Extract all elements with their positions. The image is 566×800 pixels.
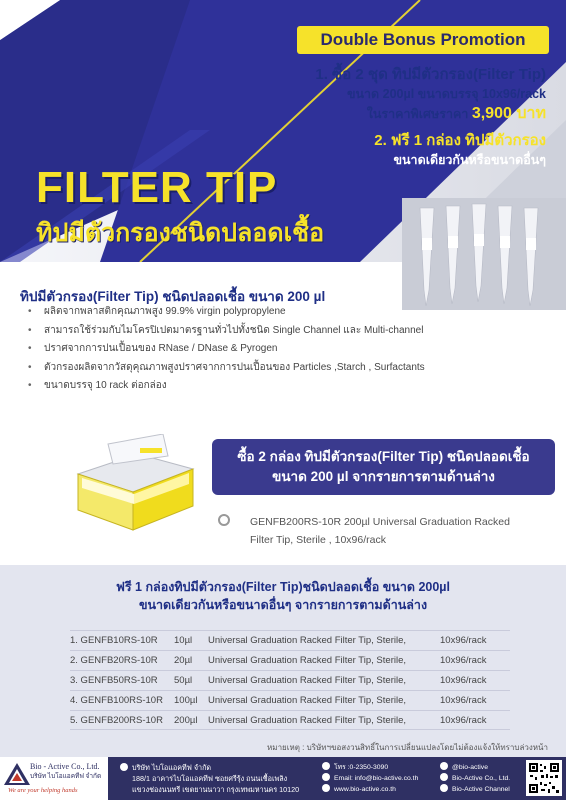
offer1-price: 3,900 บาท (471, 105, 546, 122)
list-item: • ตัวกรองผลิตจากวัสดุคุณภาพสูงปราศจากการปนเปื้อนของ Particles ,Starch , Surfactants (28, 361, 448, 375)
hero-title: FILTER TIP (36, 163, 278, 212)
buy-offer-line2: ขนาด 200 µl จากรายการตามด้านล่าง (272, 469, 495, 484)
line-link[interactable]: @bio-active (452, 764, 488, 771)
facebook-icon (440, 773, 448, 781)
youtube-icon (440, 784, 448, 792)
buy-product-line2: Filter Tip, Sterile , 10x96/rack (250, 534, 386, 546)
free-title-line2: ขนาดเดียวกันหรือขนาดอื่นๆ จากรายการตามด้านล่าง (138, 598, 428, 612)
hero-subtitle: ทิปมีตัวกรองชนิดปลอดเชื้อ (36, 219, 325, 247)
address-line1: 188/1 อาคารไบโอแอคทีฟ ซอยศรีรุ้ง ถนนเชื้อเพลิง (132, 774, 288, 783)
buy-offer-line1: ซื้อ 2 กล่อง ทิปมีตัวกรอง(Filter Tip) ชนิดปลอดเชื้อ (237, 449, 530, 464)
qr-code-icon[interactable] (526, 760, 562, 796)
list-item: • ผลิตจากพลาสติกคุณภาพสูง 99.9% virgin polypropylene (28, 305, 448, 319)
brand-name: Bio - Active Co., Ltd. บริษัท ไบโอแอคทีฟ จำกัด (30, 762, 102, 780)
email-link[interactable]: Email: info@bio-active.co.th (334, 775, 419, 782)
product-desc: Universal Graduation Racked Filter Tip, Sterile, (208, 715, 406, 726)
product-code: 5. GENFB200RS-10R (70, 715, 163, 726)
offer1-price-prefix: ในราคาพิเศษราคา (366, 107, 469, 121)
product-pack: 10x96/rack (440, 655, 487, 666)
offer2-title: 2. ฟรี 1 กล่อง ทิปมีตัวกรอง (374, 132, 546, 149)
product-size: 200µl (174, 715, 198, 726)
footer-address (120, 762, 299, 795)
product-code: 3. GENFB50RS-10R (70, 675, 158, 686)
product-size: 10µl (174, 635, 193, 646)
pin-icon (218, 514, 230, 526)
product-pack: 10x96/rack (440, 695, 487, 706)
buy-offer-box (212, 439, 555, 495)
offer1-title: 1. ซื้อ 2 ชุด ทิปมีตัวกรอง(Filter Tip) (315, 66, 546, 83)
phone-icon (322, 762, 330, 770)
buy-product-ref (228, 513, 510, 549)
email-icon (322, 773, 330, 781)
facebook-link[interactable]: Bio-Active Co., Ltd. (452, 775, 511, 782)
line-icon (440, 762, 448, 770)
table-row (70, 630, 510, 650)
filter-tips-image (402, 198, 566, 310)
offer1-price-row (367, 101, 546, 126)
product-desc: Universal Graduation Racked Filter Tip, Sterile, (208, 635, 406, 646)
list-item: • สามารถใช้ร่วมกับไมโครปิเปตมาตรฐานทั่วไปทั้งชนิด Single Channel และ Multi-channel (28, 324, 448, 338)
product-desc: Universal Graduation Racked Filter Tip, Sterile, (208, 655, 406, 666)
features-title: ทิปมีตัวกรอง(Filter Tip) ชนิดปลอดเชื้อ ขนาด 200 µl (20, 289, 326, 304)
buy-product-line1: GENFB200RS-10R 200µl Universal Graduation Racked (250, 516, 510, 528)
free-title (0, 578, 566, 614)
product-code: 1. GENFB10RS-10R (70, 635, 158, 646)
product-desc: Universal Graduation Racked Filter Tip, Sterile, (208, 695, 406, 706)
product-pack: 10x96/rack (440, 675, 487, 686)
promo-badge: Double Bonus Promotion (297, 26, 549, 54)
table-row (70, 670, 510, 690)
table-row (70, 690, 510, 710)
offer2-detail: ขนาดเดียวกันหรือขนาดอื่นๆ (393, 153, 546, 167)
table-row (70, 710, 510, 730)
table-row (70, 650, 510, 670)
product-code: 2. GENFB20RS-10R (70, 655, 158, 666)
brand-tagline: We are your helping hands (8, 787, 78, 794)
footer-social (440, 762, 510, 795)
address-line2: แขวงช่องนนทรี เขตยานนาวา กรุงเทพมหานคร 10120 (132, 785, 300, 794)
company-logo-icon (4, 763, 30, 785)
footer-contact (322, 762, 418, 795)
product-pack: 10x96/rack (440, 715, 487, 726)
product-size: 20µl (174, 655, 193, 666)
product-size: 50µl (174, 675, 193, 686)
product-code: 4. GENFB100RS-10R (70, 695, 163, 706)
disclaimer-note: หมายเหตุ : บริษัทฯขอสงวนสิทธิ์ในการเปลี่ยนแปลงโดยไม่ต้องแจ้งให้ทราบล่วงหน้า (267, 743, 548, 752)
product-pack: 10x96/rack (440, 635, 487, 646)
website-link[interactable]: www.bio-active.co.th (334, 786, 396, 793)
company-name: บริษัท ไบโอแอคทีฟ จำกัด (120, 762, 299, 773)
free-product-list (70, 630, 510, 730)
youtube-link[interactable]: Bio-Active Channel (452, 786, 510, 793)
features-list (28, 305, 448, 398)
globe-icon (322, 784, 330, 792)
list-item: • ปราศจากการปนเปื้อนของ RNase / DNase & Pyrogen (28, 342, 448, 356)
phone-number[interactable]: โทร :0-2350-3090 (334, 764, 389, 771)
product-desc: Universal Graduation Racked Filter Tip, Sterile, (208, 675, 406, 686)
location-icon (120, 763, 128, 771)
free-title-line1: ฟรี 1 กล่องทิปมีตัวกรอง(Filter Tip)ชนิดปลอดเชื้อ ขนาด 200µl (116, 580, 450, 594)
offer1-detail: ขนาด 200µl ขนาดบรรจุ 10x96/rack (346, 87, 546, 101)
list-item: • ขนาดบรรจุ 10 rack ต่อกล่อง (28, 379, 448, 393)
tip-rack-image (68, 434, 198, 544)
product-size: 100µl (174, 695, 198, 706)
